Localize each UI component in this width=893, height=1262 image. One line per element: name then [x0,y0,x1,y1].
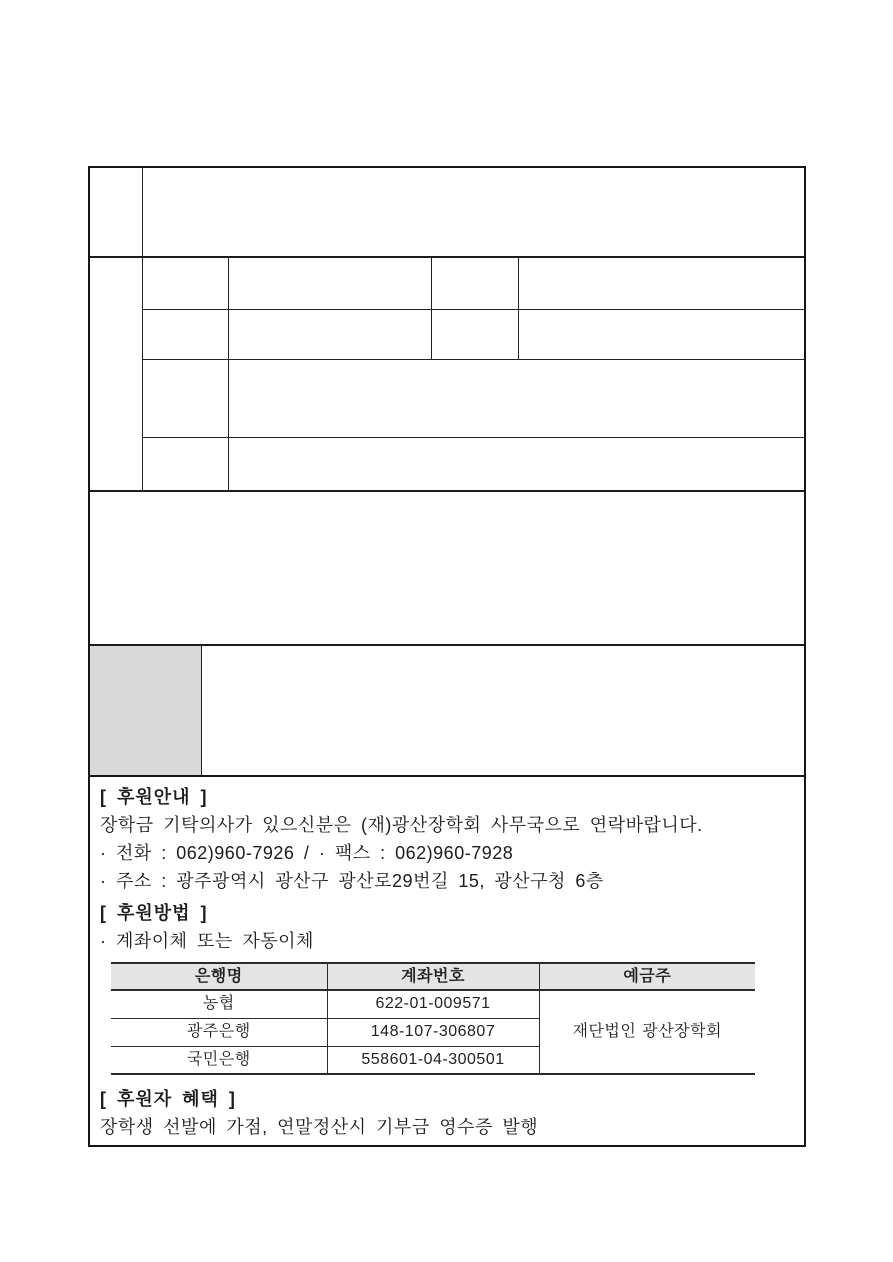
supporter-benefit-line: 장학생 선발에 가점, 연말정산시 기부금 영수증 발행 [100,1117,539,1137]
support-phone-fax-line: · 전화 : 062)960-7926 / · 팩스 : 062)960-7928 [100,843,514,863]
grid-label-cell [143,438,229,489]
account-holder-cell: 재단법인 광산장학회 [539,990,755,1074]
form-row-1 [90,168,804,258]
grid-label-cell [143,360,229,437]
grid-label-cell [143,258,229,309]
bank-account-table [111,962,755,1075]
form-grid-row-1 [143,258,804,310]
support-method-line: · 계좌이체 또는 자동이체 [100,931,314,951]
form-grid-row-4 [143,438,804,489]
account-number-cell: 148-107-306807 [327,1018,539,1046]
form-outer-frame [88,166,806,1147]
sponsorship-info-section [90,777,804,1145]
form-group-side-cell [90,258,143,489]
form-inner-grid [143,258,804,489]
supporter-benefit-title: [ 후원자 혜택 ] [100,1089,236,1109]
support-guide-title: [ 후원안내 ] [100,787,208,807]
bank-name-cell: 국민은행 [111,1046,327,1074]
form-row1-label-cell [90,168,143,256]
account-number-cell: 622-01-009571 [375,995,491,1013]
form-grid-row-3 [143,360,804,438]
form-row1-value-cell [143,168,804,256]
bank-name-cell: 광주은행 [111,1018,327,1046]
grid-value-cell [229,438,804,489]
bank-table-header-row [111,963,755,990]
grid-value-cell [229,360,804,437]
bank-name-cell: 농협 [111,990,327,1018]
account-number-cell: 558601-04-300501 [327,1046,539,1074]
form-gray-row [90,646,804,777]
form-row-group [90,258,804,491]
bank-name-header: 은행명 [111,963,327,990]
gray-row-value-cell [202,646,804,775]
gray-header-cell [90,646,202,775]
form-big-empty-cell [90,492,804,646]
account-holder-header: 예금주 [539,963,755,990]
support-method-title: [ 후원방법 ] [100,903,208,923]
grid-value-cell [229,310,432,359]
bank-table-row [111,990,755,1018]
grid-value-cell [519,258,804,309]
form-grid-row-2 [143,310,804,360]
grid-label-cell [432,310,519,359]
support-address-line: · 주소 : 광주광역시 광산구 광산로29번길 15, 광산구청 6층 [100,871,604,891]
support-guide-line: 장학금 기탁의사가 있으신분은 (재)광산장학회 사무국으로 연락바랍니다. [100,815,703,835]
grid-label-cell [432,258,519,309]
grid-value-cell [229,258,432,309]
grid-label-cell [143,310,229,359]
grid-value-cell [519,310,804,359]
account-number-header: 계좌번호 [327,963,539,990]
